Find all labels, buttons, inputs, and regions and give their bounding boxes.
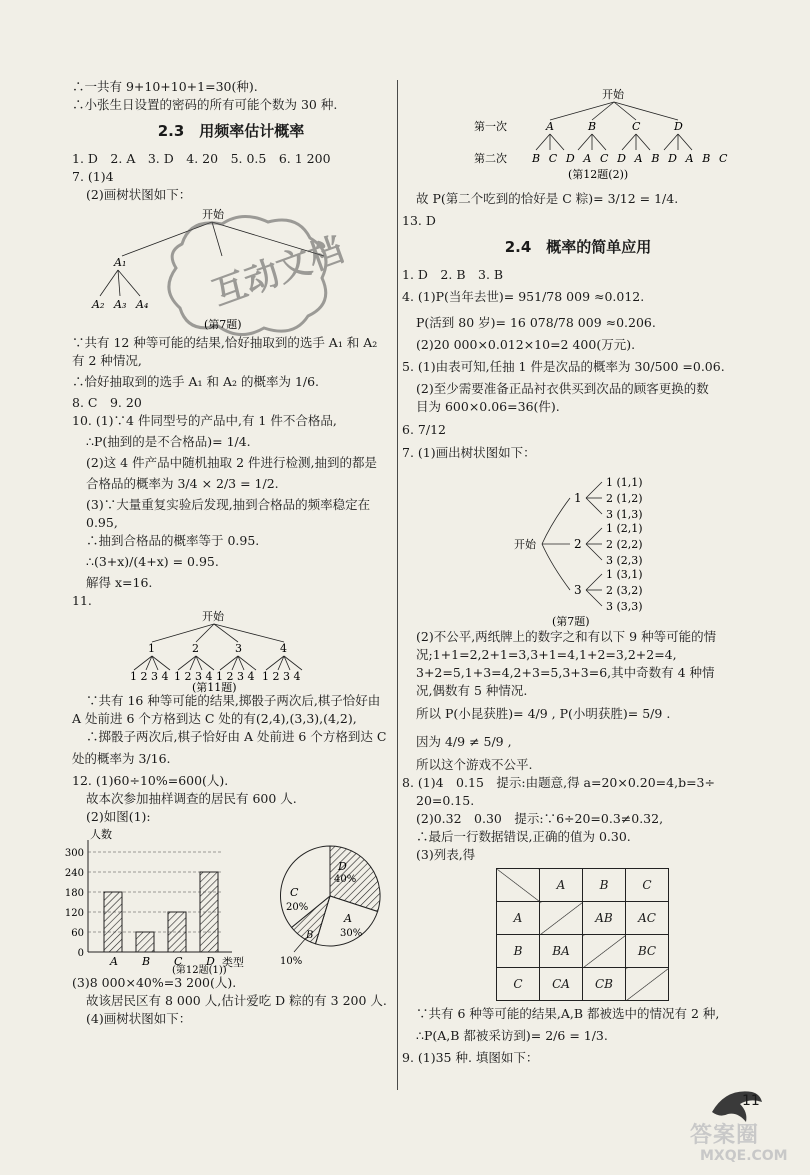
tree-leaf: 2 (3,2) — [606, 584, 643, 597]
text-line: A 处前进 6 个方格到达 C 处的有(2,4),(3,3),(4,2), — [72, 711, 357, 726]
right-column — [402, 86, 754, 1067]
text-line: 所以这个游戏不公平. — [416, 757, 533, 772]
bar-a — [104, 892, 122, 952]
tree-start-label: 开始 — [202, 208, 224, 221]
figure-caption: (第7题) — [552, 615, 590, 628]
text-line: 故该居民区有 8 000 人,估计爱吃 D 粽的有 3 200 人. — [86, 993, 387, 1008]
table-cell — [583, 935, 626, 968]
y-tick-label: 180 — [64, 888, 84, 899]
answer-line: 11. — [72, 593, 92, 608]
tree-node: 1 — [148, 642, 155, 655]
pie-percent: 10% — [280, 956, 303, 967]
tree-leaf: A₄ — [136, 298, 149, 311]
text-line: 3+2=5,1+3=4,2+3=5,3+3=6,其中奇数有 4 种情 — [416, 665, 715, 680]
text-line: 合格品的概率为 3/4 × 2/3 = 1/2. — [86, 476, 279, 491]
column-divider — [397, 80, 398, 1090]
text-line: 况;1+1=2,2+1=3,3+1=4,1+2=3,2+2=4, — [416, 647, 677, 662]
text-line: ∵共有 12 种等可能的结果,恰好抽取到的选手 A₁ 和 A₂ — [72, 335, 378, 350]
tree-diagram-svg — [402, 462, 754, 628]
text-line: 8. (1)4 0.15 提示:由题意,得 a=20×0.20=4,b=3÷ — [402, 775, 715, 790]
text-line: 况,偶数有 5 种情况. — [416, 683, 528, 698]
table-cell — [497, 869, 540, 902]
text-line: (2)画树状图如下： — [86, 187, 192, 202]
tree-node: D — [674, 120, 683, 133]
y-tick-label: 120 — [64, 908, 84, 919]
bars — [104, 872, 218, 968]
tree-start-label: 开始 — [602, 88, 624, 101]
pie-percent: 30% — [340, 928, 363, 939]
tree-start-label: 开始 — [202, 610, 224, 623]
pie-percent: 20% — [286, 902, 309, 913]
text-line: ∵共有 6 种等可能的结果,A,B 都被选中的情况有 2 种, — [416, 1006, 720, 1021]
figure-caption: (第11题) — [192, 681, 237, 694]
stamp-watermark — [169, 216, 349, 334]
table-row — [497, 902, 669, 935]
answer-line: 8. C 9. 20 — [72, 395, 142, 410]
tree-leaf: 2 (2,2) — [606, 538, 643, 551]
text-line: ∴P(抽到的是不合格品)= 1/4. — [86, 434, 251, 449]
text-line: (3)∵大量重复实验后发现,抽到合格品的频率稳定在 — [86, 497, 371, 512]
section-title: 2.4 概率的简单应用 — [504, 238, 652, 256]
answer-line: 6. 7/12 — [402, 422, 446, 437]
text-line: 12. (1)60÷10%=600(人). — [72, 773, 229, 788]
text-line: 9. (1)35 种. 填图如下： — [402, 1050, 539, 1065]
text-line: ∴恰好抽取到的选手 A₁ 和 A₂ 的概率为 1/6. — [72, 374, 320, 389]
text-line: ∴P(A,B 都被采访到)= 2/6 = 1/3. — [416, 1028, 608, 1043]
tree-diagram-svg — [72, 610, 390, 692]
table-cell — [540, 902, 583, 935]
stamp-text: 互动文档 — [207, 229, 349, 314]
table-cell: B — [497, 935, 540, 968]
table-cell — [626, 968, 669, 1001]
text-line: (2)20 000×0.012×10=2 400(万元). — [416, 337, 636, 352]
figure-caption: (第7题) — [204, 318, 242, 331]
text-line: (2)不公平,两纸牌上的数字之和有以下 9 种等可能的情 — [416, 629, 717, 644]
tree-diagram-q12-2 — [402, 86, 754, 186]
bar-d — [200, 872, 218, 952]
text-line: 故 P(第二个吃到的恰好是 C 粽)= 3/12 = 1/4. — [416, 191, 679, 206]
tree-leaf: 3 (3,3) — [606, 600, 643, 613]
outcome-table — [496, 868, 669, 1001]
text-line: 故本次参加抽样调查的居民有 600 人. — [86, 791, 297, 806]
tree-node: 2 — [574, 537, 582, 551]
answer-line: 13. D — [402, 213, 436, 228]
tree-node: 3 — [235, 642, 242, 655]
pie-label: D — [338, 860, 347, 873]
watermark-url: MXQE.COM — [700, 1148, 788, 1164]
chart-q12-1 — [64, 826, 390, 976]
tree-diagram-q11 — [72, 610, 390, 692]
tree-start-label: 开始 — [514, 538, 536, 551]
table-cell: BA — [540, 935, 583, 968]
table-row — [497, 968, 669, 1001]
tree-node: 2 — [192, 642, 199, 655]
tree-leaves: 1 2 3 4 — [130, 670, 169, 683]
x-tick-label: D — [206, 955, 215, 968]
text-line: 解得 x=16. — [86, 575, 153, 590]
text-line: P(活到 80 岁)= 16 078/78 009 ≈0.206. — [416, 315, 656, 330]
text-line: ∴最后一行数据错误,正确的值为 0.30. — [416, 829, 631, 844]
text-line: 处的概率为 3/16. — [72, 751, 171, 766]
text-line: 5. (1)由表可知,任抽 1 件是次品的概率为 30/500 =0.06. — [402, 359, 725, 374]
text-line: ∴抽到合格品的概率等于 0.95. — [86, 533, 260, 548]
table-cell: CA — [540, 968, 583, 1001]
tree-node: 4 — [280, 642, 287, 655]
text-line: 20=0.15. — [416, 793, 475, 808]
tree-diagram-q7 — [72, 204, 390, 334]
table-cell: A — [540, 869, 583, 902]
figure-caption: (第12题(2)) — [568, 168, 629, 181]
tree-row-label: 第二次 — [474, 152, 507, 165]
text-line: (2)0.32 0.30 提示:∵6÷20=0.3≠0.32, — [416, 811, 664, 826]
text-line: ∵共有 16 种等可能的结果,掷骰子两次后,棋子恰好由 — [86, 693, 381, 708]
tree-leaves: B C D A C D A B D A B C — [532, 152, 731, 165]
text-line: ∴小张生日设置的密码的所有可能个数为 30 种. — [72, 97, 338, 112]
tree-node-a1: A₁ — [114, 256, 127, 269]
x-tick-label: C — [174, 955, 183, 968]
bar-c — [168, 912, 186, 952]
text-line: 7. (1)画出树状图如下： — [402, 445, 536, 460]
text-line: (3)8 000×40%=3 200(人). — [72, 975, 237, 990]
bar-b — [136, 932, 154, 952]
pie-chart — [280, 846, 380, 967]
text-line: (2)这 4 件产品中随机抽取 2 件进行检测,抽到的都是 — [86, 455, 377, 470]
text-line: ∴一共有 9+10+10+1=30(种). — [72, 79, 258, 94]
tree-diagram-svg — [402, 86, 754, 186]
table-cell: AC — [626, 902, 669, 935]
table-cell: A — [497, 902, 540, 935]
tree-row-label: 第一次 — [474, 120, 507, 133]
table-cell: B — [583, 869, 626, 902]
chart-ylabel: 人数 — [90, 828, 112, 841]
page-number: 11 — [742, 1093, 760, 1109]
tree-diagram-svg — [72, 204, 390, 334]
tree-leaf: 1 (3,1) — [606, 568, 643, 581]
text-line: (4)画树状图如下： — [86, 1011, 192, 1026]
tree-diagram-q7b — [402, 462, 754, 628]
text-line: 10. (1)∵4 件同型号的产品中,有 1 件不合格品, — [72, 413, 337, 428]
text-line: (3)列表,得 — [416, 847, 476, 862]
answer-line: 1. D 2. B 3. B — [402, 267, 504, 282]
text-line: 有 2 种情况, — [72, 353, 142, 368]
text-line: 4. (1)P(当年去世)= 951/78 009 ≈0.012. — [402, 289, 645, 304]
table-row — [497, 935, 669, 968]
answer-line: 7. (1)4 — [72, 169, 114, 184]
tree-leaf: 1 (1,1) — [606, 476, 643, 489]
x-tick-label: A — [110, 955, 118, 968]
tree-node: B — [588, 120, 597, 133]
tree-leaf: 3 (2,3) — [606, 554, 643, 567]
tree-node: C — [632, 120, 641, 133]
tree-leaf: 3 (1,3) — [606, 508, 643, 521]
tree-node: 3 — [574, 583, 582, 597]
table-cell: C — [626, 869, 669, 902]
tree-leaf: 2 (1,2) — [606, 492, 643, 505]
bar-and-pie-chart — [64, 826, 390, 976]
figure-caption: (第12题(1)) — [172, 965, 227, 976]
tree-leaf: 1 (2,1) — [606, 522, 643, 535]
text-line: (2)如图(1): — [86, 809, 151, 824]
left-column — [64, 78, 390, 1028]
text-line: ∴掷骰子两次后,棋子恰好由 A 处前进 6 个方格到达 C — [86, 729, 387, 744]
chart-xlabel: 类型 — [222, 956, 244, 969]
tree-leaf: A₃ — [114, 298, 127, 311]
watermark-logo: 答案圈 — [690, 1123, 760, 1148]
tree-leaves: 1 2 3 4 — [174, 670, 213, 683]
text-line: 0.95, — [86, 515, 118, 530]
y-tick-label: 0 — [77, 948, 84, 959]
text-line: (2)至少需要准备正品衬衣供买到次品的顾客更换的数 — [416, 381, 709, 396]
tree-node: A — [546, 120, 554, 133]
text-line: 所以 P(小昆获胜)= 4/9 , P(小明获胜)= 5/9 . — [416, 706, 671, 721]
y-tick-label: 300 — [64, 848, 84, 859]
answer-line: 1. D 2. A 3. D 4. 20 5. 0.5 6. 1 200 — [72, 151, 331, 166]
text-line: 目为 600×0.06=36(件). — [416, 399, 560, 414]
tree-leaves: 1 2 3 4 — [262, 670, 301, 683]
pie-label: A — [344, 912, 352, 925]
pie-label: C — [290, 886, 299, 899]
pie-label: B — [306, 930, 314, 941]
tree-leaves: 1 2 3 4 — [216, 670, 255, 683]
tree-node: 1 — [574, 491, 582, 505]
table-cell: AB — [583, 902, 626, 935]
table-cell: CB — [583, 968, 626, 1001]
y-tick-label: 60 — [71, 928, 84, 939]
x-tick-label: B — [142, 955, 151, 968]
table-row — [497, 869, 669, 902]
tree-leaf: A₂ — [92, 298, 105, 311]
table-cell: C — [497, 968, 540, 1001]
text-line: 因为 4/9 ≠ 5/9 , — [416, 734, 512, 749]
table-cell: BC — [626, 935, 669, 968]
y-tick-label: 240 — [64, 868, 84, 879]
section-title: 2.3 用频率估计概率 — [157, 122, 305, 140]
pie-percent: 40% — [334, 874, 357, 885]
text-line: ∴(3+x)/(4+x) = 0.95. — [86, 554, 219, 569]
